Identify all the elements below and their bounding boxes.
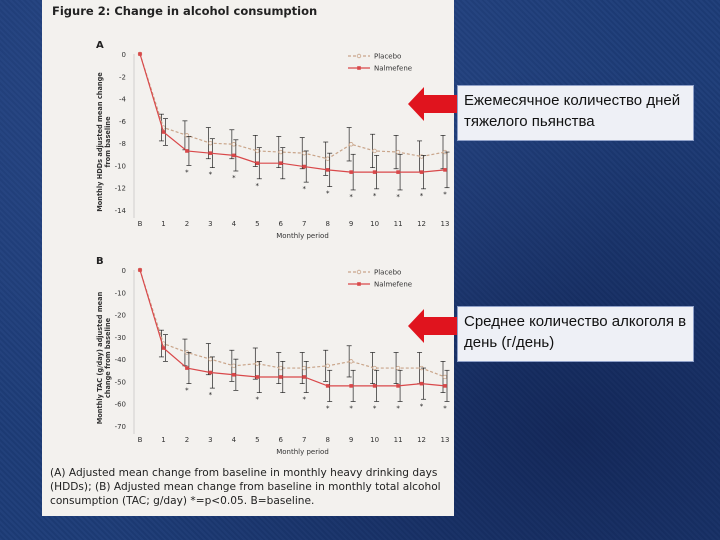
nalmefene-point — [302, 165, 306, 169]
nalmefene-point — [396, 170, 400, 174]
legend-marker — [357, 282, 361, 286]
x-tick-label: 11 — [393, 220, 403, 228]
figure-caption: (A) Adjusted mean change from baseline in monthly heavy drinking days (HDDs); (B) Adjusted mean change from baseline in monthly total alcohol consumption (TAC; g/day) *=p<0.05. B=baseline. — [50, 467, 441, 507]
x-tick-label: 9 — [348, 436, 354, 444]
x-tick-label: 10 — [370, 220, 380, 228]
x-tick-label: 12 — [417, 436, 426, 444]
chart-panel-b — [42, 250, 454, 464]
significance-marker: * — [443, 190, 447, 199]
y-tick-label: -60 — [114, 400, 126, 409]
placebo-point — [443, 375, 447, 379]
legend-label: Placebo — [374, 52, 402, 61]
figure-title-text: Change in alcohol consumption — [114, 4, 318, 18]
x-tick-label: 13 — [440, 220, 450, 228]
placebo-point — [209, 141, 213, 145]
y-tick-label: -6 — [119, 117, 126, 126]
nalmefene-point — [209, 151, 213, 155]
nalmefene-point — [373, 384, 377, 388]
x-tick-label: 8 — [325, 220, 330, 228]
nalmefene-point — [138, 268, 142, 272]
significance-marker: * — [185, 386, 189, 395]
y-tick-label: -8 — [119, 140, 126, 149]
nalmefene-point — [443, 168, 447, 172]
x-tick-label: 2 — [184, 436, 190, 444]
figure-panel — [42, 0, 454, 516]
significance-marker: * — [349, 192, 353, 201]
figure-title — [52, 4, 317, 18]
x-axis-label: Monthly period — [276, 448, 329, 456]
placebo-point — [209, 357, 213, 361]
x-axis-label: Monthly period — [276, 232, 329, 240]
legend-marker — [357, 270, 361, 274]
legend-label: Nalmefene — [374, 280, 413, 289]
nalmefene-point — [138, 52, 142, 56]
significance-marker: * — [255, 181, 260, 190]
x-tick-label: 6 — [278, 436, 284, 444]
x-tick-label: 6 — [278, 220, 284, 228]
placebo-point — [232, 142, 236, 146]
nalmefene-point — [256, 375, 260, 379]
nalmefene-point — [396, 384, 400, 388]
placebo-point — [326, 157, 330, 161]
nalmefene-point — [162, 130, 166, 134]
significance-marker: * — [325, 189, 330, 198]
significance-marker: * — [208, 170, 213, 179]
x-tick-label: 3 — [208, 436, 213, 444]
y-tick-label: -2 — [119, 73, 126, 82]
nalmefene-point — [420, 382, 424, 386]
y-axis-label-line: change from baseline — [104, 317, 112, 399]
nalmefene-point — [420, 170, 424, 174]
nalmefene-point — [279, 161, 283, 165]
chart-panel-a — [42, 34, 454, 248]
nalmefene-point — [232, 373, 236, 377]
nalmefene-point — [443, 384, 447, 388]
significance-marker: * — [255, 395, 260, 404]
x-tick-label: 11 — [393, 436, 403, 444]
x-tick-label: B — [137, 220, 143, 228]
placebo-point — [256, 362, 260, 366]
figure-title-label: Figure 2: — [52, 4, 111, 18]
arrow-top-shape — [408, 87, 458, 121]
placebo-point — [232, 364, 236, 368]
placebo-point — [373, 149, 377, 153]
x-tick-label: 4 — [231, 220, 237, 228]
placebo-point — [373, 366, 377, 370]
nalmefene-point — [162, 346, 166, 350]
significance-marker: * — [349, 404, 353, 413]
placebo-point — [302, 151, 306, 155]
y-tick-label: 0 — [121, 267, 126, 275]
significance-marker: * — [208, 391, 213, 400]
x-tick-label: 8 — [325, 436, 330, 444]
placebo-point — [349, 142, 353, 146]
y-tick-label: -10 — [114, 162, 126, 171]
y-tick-label: -12 — [114, 184, 126, 193]
nalmefene-point — [256, 161, 260, 165]
significance-marker: * — [302, 185, 306, 194]
significance-marker: * — [302, 395, 306, 404]
x-tick-label: 1 — [161, 220, 166, 228]
nalmefene-point — [302, 375, 306, 379]
nalmefene-point — [349, 170, 353, 174]
significance-marker: * — [419, 402, 424, 411]
nalmefene-point — [185, 149, 189, 153]
nalmefene-point — [349, 384, 353, 388]
significance-marker: * — [396, 404, 400, 413]
y-tick-label: -20 — [114, 311, 126, 320]
significance-marker: * — [325, 404, 330, 413]
y-tick-label: -30 — [114, 333, 126, 342]
nalmefene-point — [326, 384, 330, 388]
x-tick-label: 9 — [348, 220, 354, 228]
y-tick-label: -14 — [114, 207, 126, 215]
placebo-point — [396, 366, 400, 370]
placebo-point — [396, 150, 400, 154]
y-axis-label-line: from baseline — [104, 116, 112, 168]
significance-marker: * — [232, 174, 236, 182]
panel-letter: B — [96, 256, 104, 267]
arrow-bottom-icon — [408, 306, 460, 346]
x-tick-label: 5 — [255, 436, 260, 444]
placebo-point — [279, 366, 283, 370]
callout-daily-alcohol: Среднее количество алкоголя в день (г/день) — [457, 306, 694, 362]
significance-marker: * — [419, 191, 424, 200]
arrow-bottom-shape — [408, 309, 458, 343]
legend-label: Nalmefene — [374, 64, 413, 73]
legend-label: Placebo — [374, 268, 402, 277]
panel-letter: A — [96, 40, 104, 51]
nalmefene-point — [185, 366, 189, 370]
y-tick-label: -50 — [114, 378, 126, 387]
y-tick-label: -40 — [114, 356, 126, 365]
nalmefene-point — [326, 168, 330, 172]
x-tick-label: B — [137, 436, 143, 444]
x-tick-label: 2 — [184, 220, 190, 228]
x-tick-label: 5 — [255, 220, 260, 228]
nalmefene-point — [209, 371, 213, 375]
legend-marker — [357, 54, 361, 58]
y-axis-label — [96, 291, 112, 424]
y-axis-label-line: Monthly TAC (g/day) adjusted mean — [96, 291, 104, 425]
nalmefene-point — [279, 375, 283, 379]
y-tick-label: -4 — [119, 95, 126, 104]
y-axis-label-line: Monthly HDDs adjusted mean change — [96, 72, 104, 212]
y-tick-label: -10 — [114, 289, 126, 298]
placebo-point — [349, 360, 353, 364]
significance-marker: * — [372, 191, 377, 200]
x-tick-label: 4 — [231, 436, 237, 444]
x-tick-label: 7 — [301, 436, 307, 444]
x-tick-label: 10 — [370, 436, 380, 444]
significance-marker: * — [372, 404, 377, 413]
significance-marker: * — [185, 168, 189, 177]
significance-marker: * — [396, 192, 400, 201]
x-tick-label: 3 — [208, 220, 213, 228]
placebo-point — [302, 366, 306, 370]
callout-monthly-hdd: Ежемесячное количество дней тяжелого пьянства — [457, 85, 694, 141]
x-tick-label: 1 — [161, 436, 166, 444]
y-tick-label: -70 — [114, 423, 126, 431]
significance-marker: * — [443, 404, 447, 413]
x-tick-label: 12 — [417, 220, 426, 228]
nalmefene-point — [232, 154, 236, 158]
placebo-point — [279, 150, 283, 154]
y-axis-label — [96, 72, 112, 212]
placebo-point — [326, 364, 330, 368]
arrow-top-icon — [408, 84, 460, 124]
nalmefene-point — [373, 170, 377, 174]
y-tick-label: 0 — [121, 51, 126, 59]
legend-marker — [357, 66, 361, 70]
x-tick-label: 13 — [440, 436, 450, 444]
placebo-point — [256, 149, 260, 153]
x-tick-label: 7 — [301, 220, 307, 228]
